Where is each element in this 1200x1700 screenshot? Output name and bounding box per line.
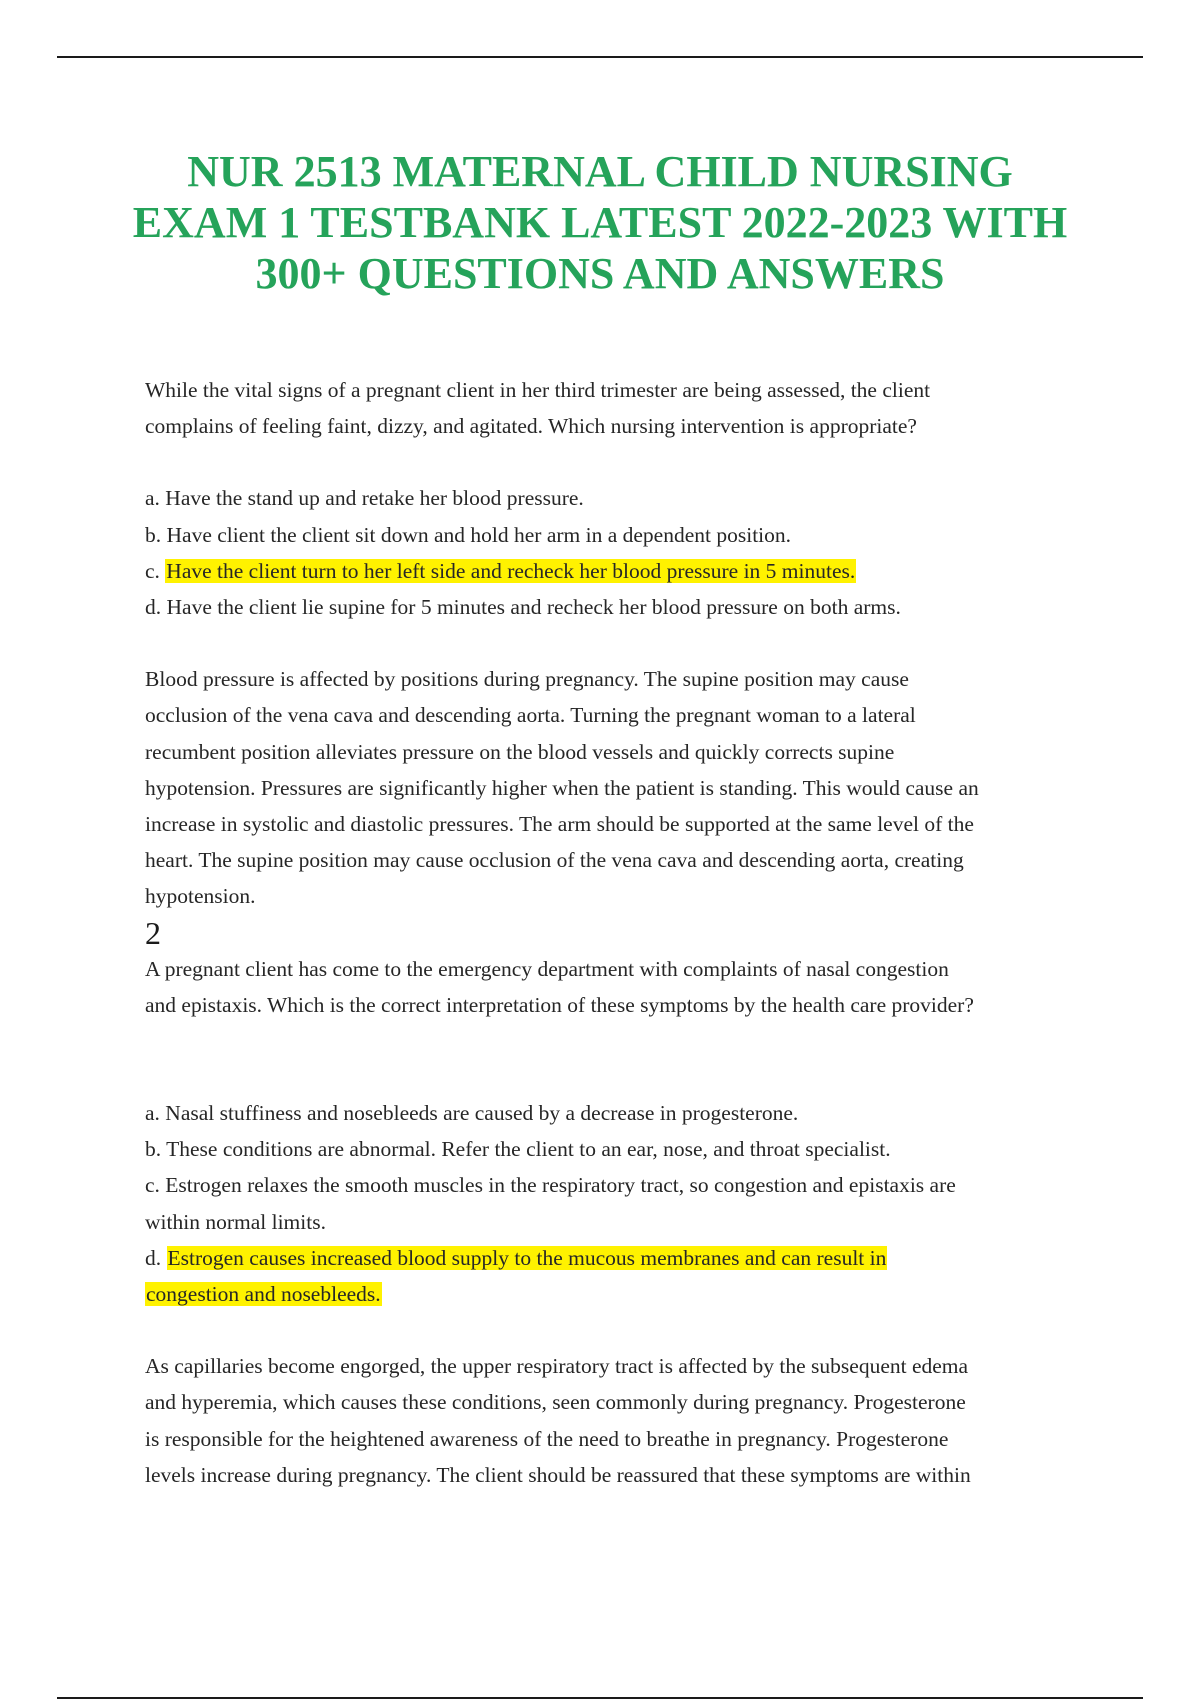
option-prefix: d. [145,1245,167,1270]
answer-option-b: b. Have client the client sit down and hold her arm in a dependent position. [145,522,792,547]
spacer [145,1023,1090,1095]
rationale-line: occlusion of the vena cava and descending aorta. Turning the pregnant woman to a lateral [145,703,916,728]
title-line: 300+ QUESTIONS AND ANSWERS [255,249,945,298]
top-divider [57,56,1143,58]
answer-option-c [145,553,1090,589]
correct-answer-highlight: Have the client turn to her left side and recheck her blood pressure in 5 minutes. [166,558,856,583]
question-2 [145,915,1090,1493]
question-1 [145,372,1090,915]
answer-option-c: c. Estrogen relaxes the smooth muscles in the respiratory tract, so congestion and epistaxis are [145,1173,956,1198]
option-prefix: c. [145,558,166,583]
title-line: NUR 2513 MATERNAL CHILD NURSING [187,147,1013,196]
page-title [100,146,1100,299]
rationale-line: and hyperemia, which causes these conditions, seen commonly during pregnancy. Progesterone [145,1390,966,1415]
rationale-line: As capillaries become engorged, the upper respiratory tract is affected by the subsequent edema [145,1354,969,1379]
rationale-line: hypotension. [145,884,256,909]
answer-option-d: d. Have the client lie supine for 5 minutes and recheck her blood pressure on both arms. [145,595,901,620]
title-line: EXAM 1 TESTBANK LATEST 2022-2023 WITH [132,198,1068,247]
answer-option-c-continued: within normal limits. [145,1209,326,1234]
spacer [145,444,1090,480]
question-text-line: A pregnant client has come to the emergency department with complaints of nasal congestion [145,956,949,981]
rationale-line: increase in systolic and diastolic pressures. The arm should be supported at the same level of the [145,812,974,837]
correct-answer-highlight: congestion and nosebleeds. [146,1282,381,1307]
answer-option-d-continued [145,1276,1090,1312]
correct-answer-highlight: Estrogen causes increased blood supply to the mucous membranes and can result in [167,1245,887,1270]
rationale-line: is responsible for the heightened awareness of the need to breathe in pregnancy. Progesterone [145,1426,949,1451]
spacer [145,625,1090,661]
rationale-line: heart. The supine position may cause occlusion of the vena cava and descending aorta, creating [145,848,964,873]
question-text-line: While the vital signs of a pregnant client in her third trimester are being assessed, the client [145,378,931,402]
answer-option-a: a. Nasal stuffiness and nosebleeds are caused by a decrease in progesterone. [145,1101,799,1126]
spacer [145,1312,1090,1348]
rationale-line: recumbent position alleviates pressure on the blood vessels and quickly corrects supine [145,739,895,764]
question-number: 2 [145,914,161,951]
answer-option-d [145,1240,1090,1276]
question-text-line: and epistaxis. Which is the correct interpretation of these symptoms by the health care provider? [145,992,974,1017]
document-body [145,372,1090,1493]
question-text-line: complains of feeling faint, dizzy, and agitated. Which nursing intervention is appropriate? [145,414,917,439]
answer-option-b: b. These conditions are abnormal. Refer the client to an ear, nose, and throat specialist. [145,1137,891,1162]
rationale-line: levels increase during pregnancy. The client should be reassured that these symptoms are within [145,1462,971,1487]
bottom-divider [57,1697,1143,1699]
answer-option-a: a. Have the stand up and retake her blood pressure. [145,486,584,511]
rationale-line: Blood pressure is affected by positions during pregnancy. The supine position may cause [145,667,909,692]
rationale-line: hypotension. Pressures are significantly higher when the patient is standing. This would cause an [145,775,979,800]
